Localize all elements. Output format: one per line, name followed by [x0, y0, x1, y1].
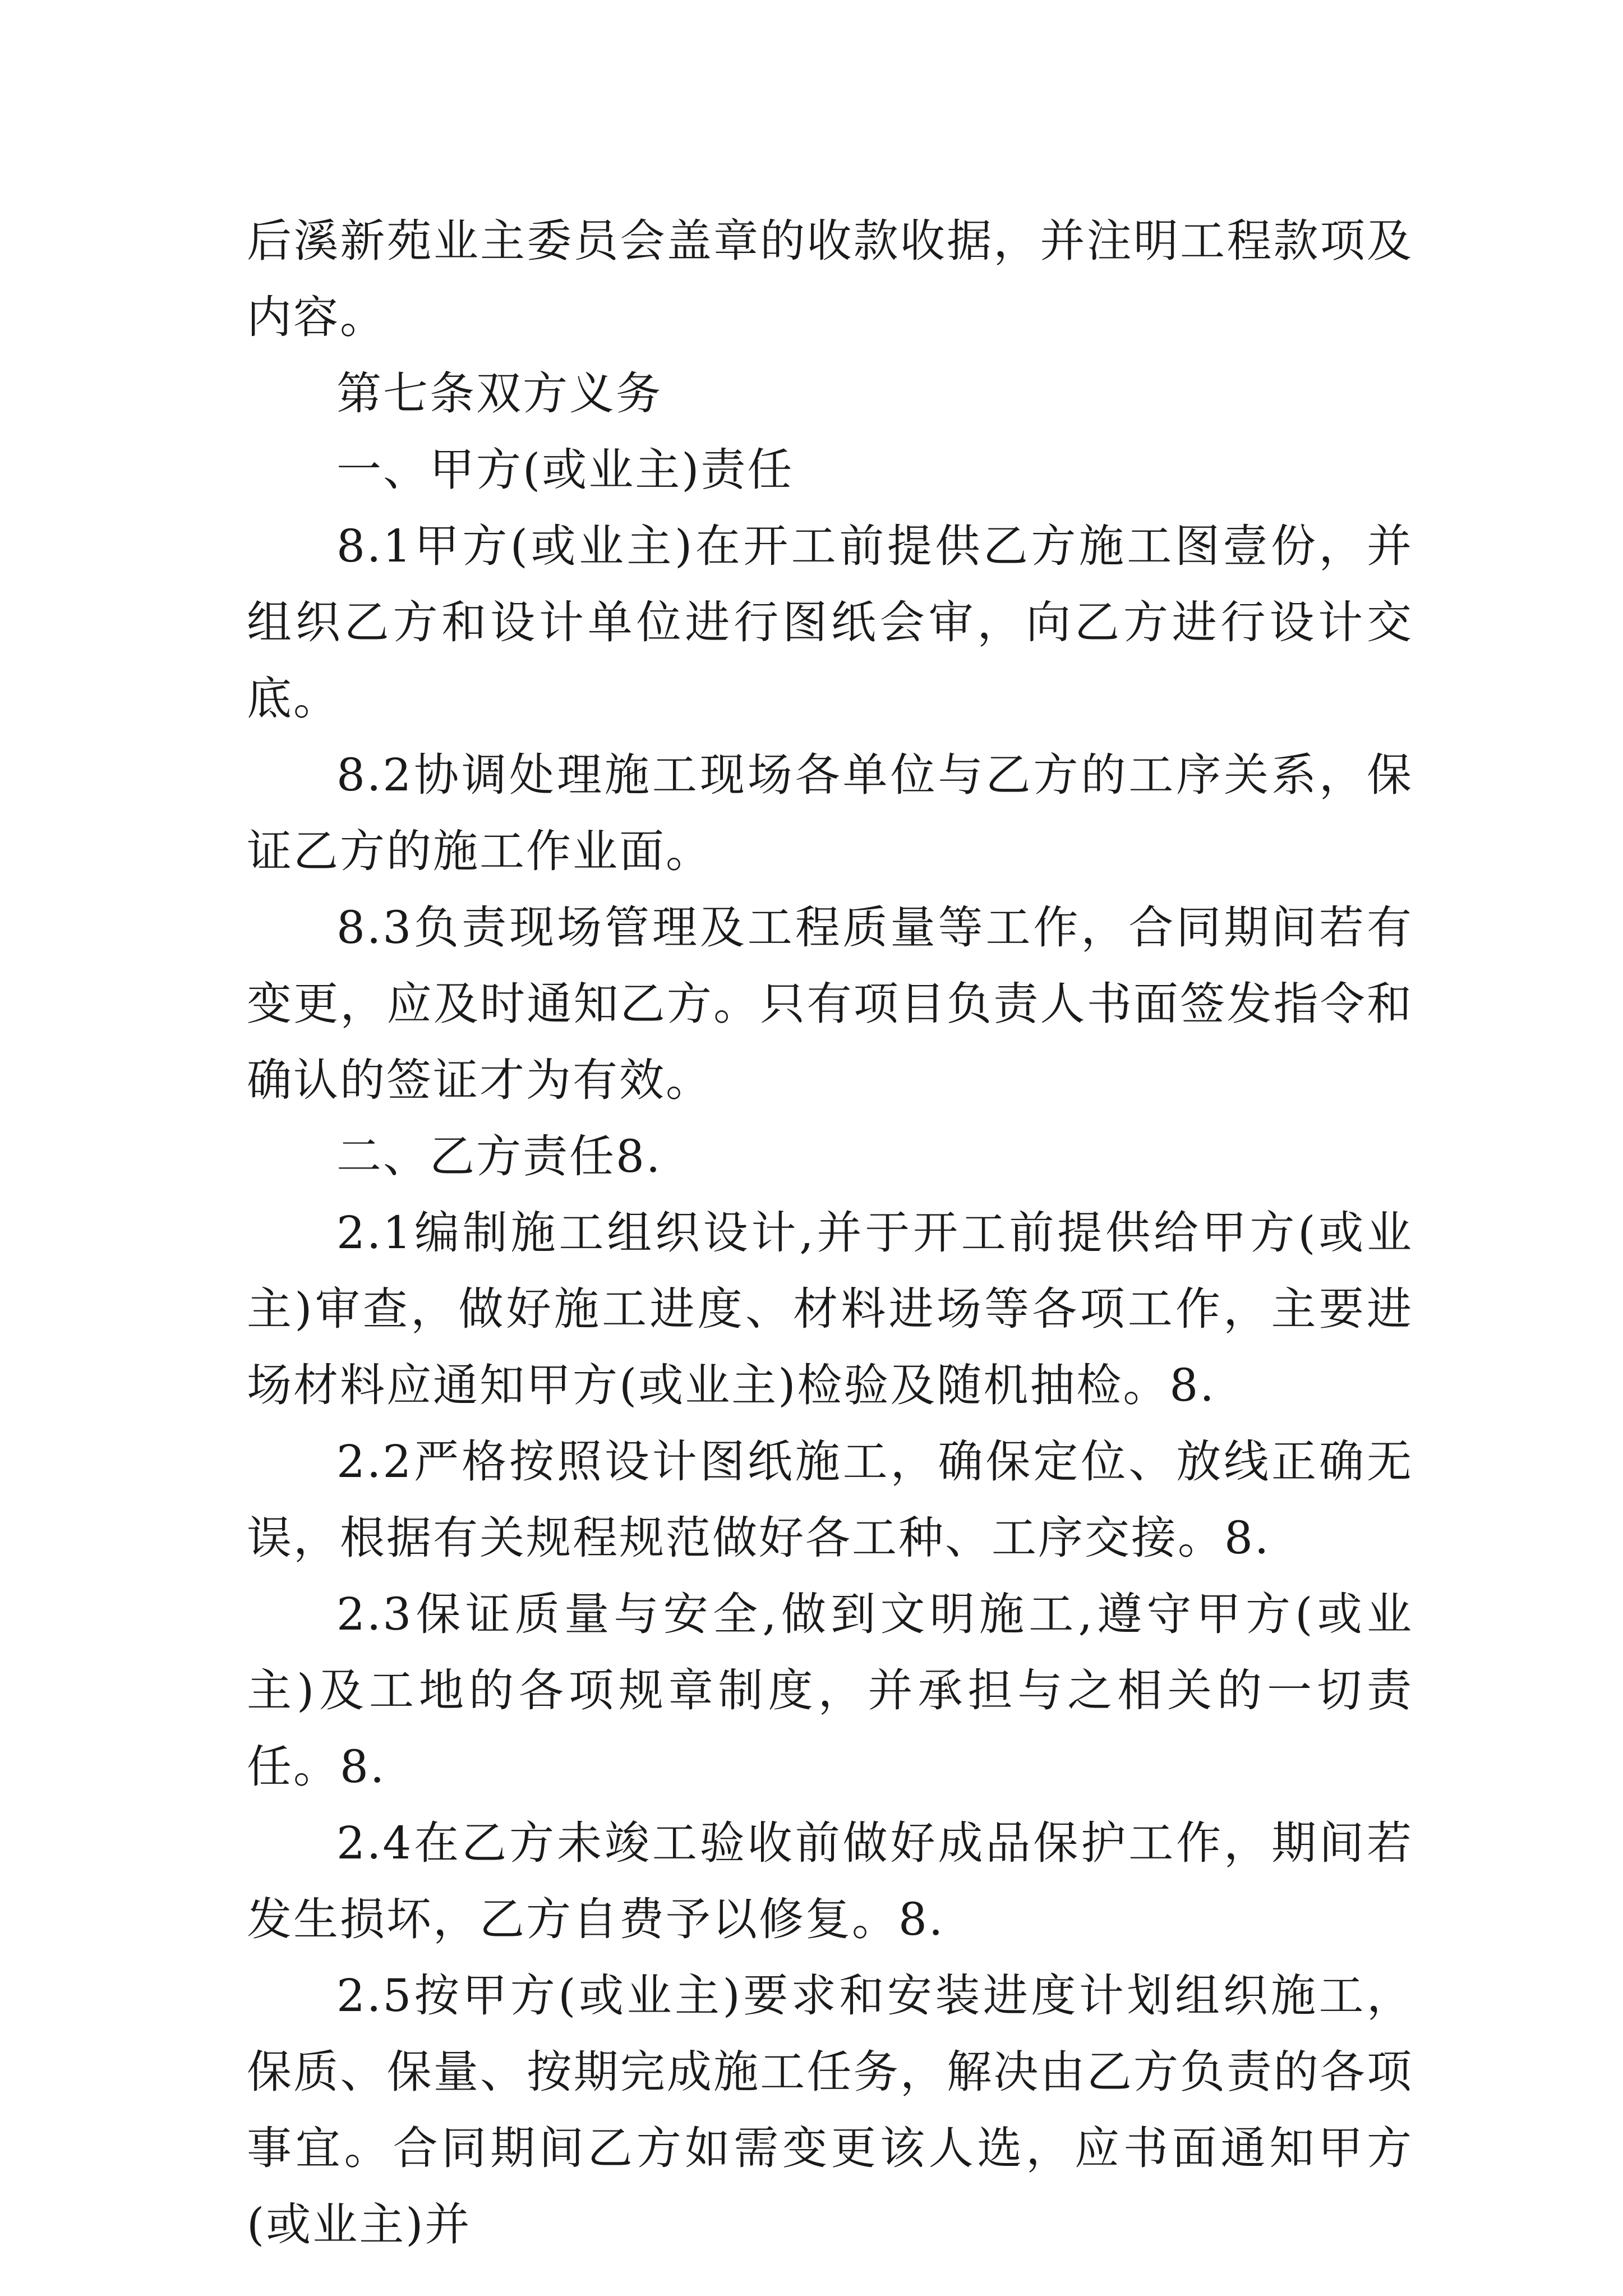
- clause-8-3: 8.3负责现场管理及工程质量等工作，合同期间若有变更，应及时通知乙方。只有项目负责人书面签发指令和确认的签证才为有效。: [247, 901, 1413, 1106]
- clause-2-2: 2.2严格按照设计图纸施工，确保定位、放线正确无误，根据有关规程规范做好各工种、工序交接。8.: [247, 1435, 1413, 1564]
- clause-8-2: 8.2协调处理施工现场各单位与乙方的工序关系，保证乙方的施工作业面。: [247, 749, 1413, 877]
- clause-2-1: 2.1编制施工组织设计,并于开工前提供给甲方(或业主)审查，做好施工进度、材料进场等各项工作，主要进场材料应通知甲方(或业主)检验及随机抽检。8.: [247, 1207, 1413, 1411]
- clause-2-5: 2.5按甲方(或业主)要求和安装进度计划组织施工，保质、保量、按期完成施工任务，解决由乙方负责的各项事宜。合同期间乙方如需变更该人选，应书面通知甲方(或业主)并: [247, 1970, 1413, 2251]
- clause-8-1: 8.1甲方(或业主)在开工前提供乙方施工图壹份，并组织乙方和设计单位进行图纸会审，向乙方进行设计交底。: [247, 520, 1413, 725]
- heading-party-a-duties: 一、甲方(或业主)责任: [336, 444, 794, 496]
- clause-2-4: 2.4在乙方未竣工验收前做好成品保护工作，期间若发生损坏，乙方自费予以修复。8.: [247, 1817, 1413, 1945]
- clause-2-3: 2.3保证质量与安全,做到文明施工,遵守甲方(或业主)及工地的各项规章制度，并承担与之相关的一切责任。8.: [247, 1588, 1413, 1793]
- heading-article-7: 第七条双方义务: [336, 367, 662, 420]
- heading-party-b-duties: 二、乙方责任8.: [336, 1130, 662, 1182]
- paragraph-receipt-note: 后溪新苑业主委员会盖章的收款收据，并注明工程款项及内容。: [247, 215, 1413, 343]
- document-body: [247, 203, 1413, 2263]
